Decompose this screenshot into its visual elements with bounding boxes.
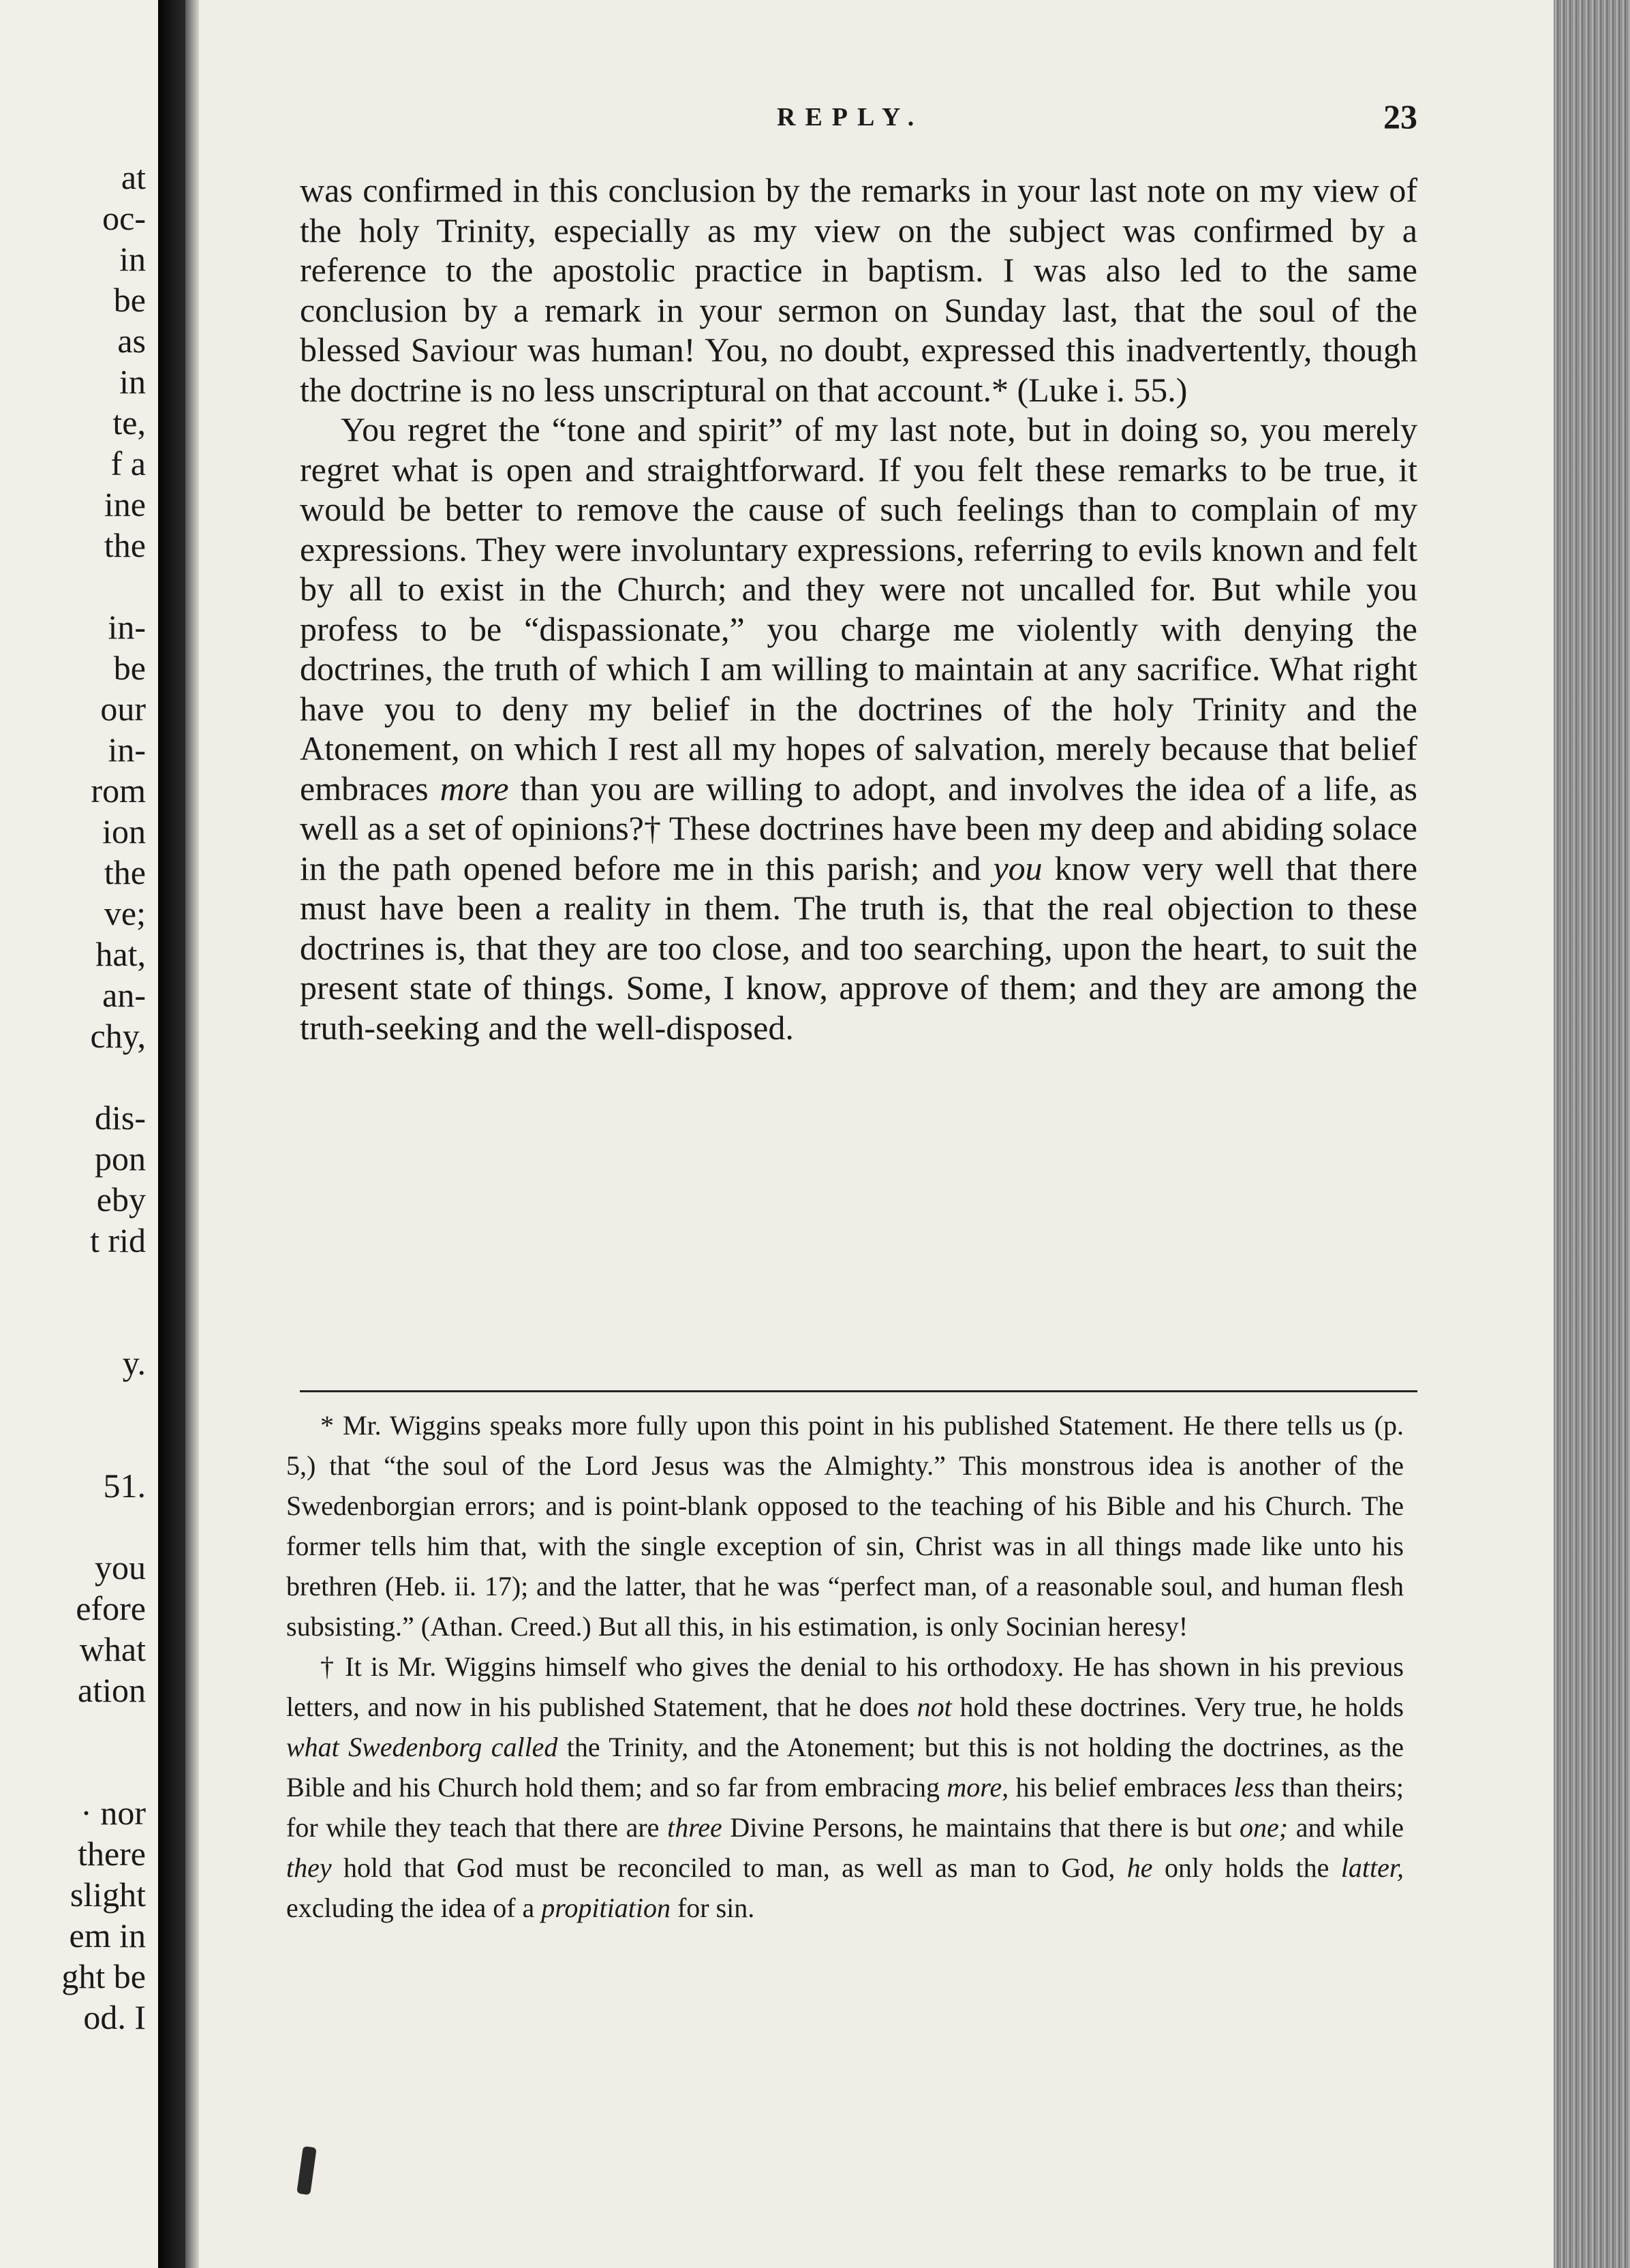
footnotes — [286, 1405, 1404, 1928]
footnote-2-text-f: Divine Persons, he maintains that there is but — [722, 1812, 1240, 1843]
paragraph-2-text-c: know very well that there must have been a reality in them. The truth is, that the real objection to these doctrines is, that they are too close, and too searching, upon the heart, to suit the present state of things. Some, I know, approve of them; and they are among the truth-seeking and the well-disposed. — [300, 848, 1418, 1047]
emphasis-propitiation: propitiation — [541, 1892, 671, 1923]
emphasis-one: one; — [1239, 1812, 1289, 1843]
left-page-fragment — [0, 1383, 158, 1424]
emphasis-latter: latter, — [1340, 1852, 1404, 1883]
left-page-fragment: the — [104, 526, 146, 564]
paragraph-2-text-b: than you are willing to adopt, and involves the idea of a life, as well as a set of opinions?† These doctrines have been my deep and abiding solace in the path opened before me in this parish; and — [300, 769, 1417, 887]
emphasis-more: more — [440, 769, 509, 808]
left-page-fragment: dis- — [95, 1099, 146, 1137]
gutter-shadow — [185, 0, 199, 2268]
page-number: 23 — [1383, 97, 1417, 136]
left-page-fragment: in- — [108, 608, 146, 646]
footnote-2-text-e: than theirs; for while they teach that there are — [286, 1772, 1404, 1843]
left-facing-page — [0, 0, 158, 2268]
emphasis-what-swedenborg-called: what Swedenborg called — [286, 1732, 558, 1762]
emphasis-they: they — [286, 1852, 332, 1883]
footnote-2-text-c: the Trinity, and the Atonement; but this is not holding the doctrines, as the Bible and his Church hold them; and so far from embracing — [286, 1732, 1404, 1803]
paragraph-1 — [300, 170, 1417, 410]
left-page-fragment: ation — [78, 1671, 146, 1709]
left-page-fragment: y. — [122, 1344, 146, 1382]
left-page-fragment: te, — [112, 403, 146, 442]
left-page-fragment: rom — [91, 771, 146, 810]
left-page-fragment — [0, 1711, 158, 1751]
left-page-fragment: 51. — [103, 1467, 146, 1505]
left-page-fragment: efore — [76, 1589, 146, 1627]
footnote-2-text-i: only holds the — [1152, 1852, 1341, 1883]
left-page-fragment — [0, 1424, 158, 1465]
footnote-2-text-h: hold that God must be reconciled to man, as well as man to God, — [331, 1852, 1127, 1883]
left-page-fragment: our — [100, 690, 146, 728]
footnote-2-text-d: his belief embraces — [1009, 1772, 1234, 1803]
left-page-fragment: · nor — [80, 1794, 146, 1832]
left-page-fragment: hat, — [95, 935, 146, 973]
left-page-fragment: as — [117, 322, 146, 360]
left-page-fragment: in — [119, 363, 146, 401]
emphasis-he: he — [1126, 1852, 1153, 1883]
body-text — [300, 170, 1417, 1047]
footnote-2-text-k: for sin. — [670, 1892, 755, 1923]
footnote-1: * Mr. Wiggins speaks more fully upon this point in his published Statement. He there tells us (p. 5,) that “the soul of the Lord Jesus was the Almighty.” This monstrous idea is another of the Swedenborgian errors; and is point-blank opposed to the teaching of his Bible and his Church. The former tells him that, with the single exception of sin, Christ was in all things made like unto his brethren (Heb. ii. 17); and the latter, that he was “perfect man, of a reasonable soul, and human flesh subsisting.” (Athan. Creed.) But all this, in his estimation, is only Socinian heresy! — [286, 1410, 1404, 1642]
left-page-fragment: od. I — [83, 1998, 146, 2036]
left-page-fragment: f a — [110, 444, 146, 482]
left-page-fragment: at — [121, 158, 146, 196]
left-page-fragment: eby — [96, 1180, 146, 1219]
left-page-fragment: in — [119, 240, 146, 278]
left-page-fragment: pon — [95, 1139, 146, 1178]
footnote-2 — [286, 1646, 1404, 1928]
left-page-fragment: be — [113, 649, 146, 687]
left-page-fragment: slight — [70, 1875, 146, 1914]
left-page-fragment: chy, — [90, 1017, 146, 1055]
footnote-2-text-b: hold these doctrines. Very true, he holds — [951, 1691, 1404, 1722]
emphasis-less: less — [1233, 1772, 1275, 1803]
left-page-fragment — [0, 1056, 158, 1097]
paragraph-2 — [300, 410, 1417, 1047]
left-page-fragment: there — [78, 1835, 146, 1873]
left-page-fragment: the — [104, 853, 146, 891]
footnote-2-text-g: and while — [1288, 1812, 1404, 1843]
left-page-fragment: oc- — [102, 199, 146, 237]
emphasis-not: not — [917, 1691, 952, 1722]
emphasis-more-footnote: more, — [947, 1772, 1009, 1803]
footnote-2-text-j: excluding the idea of a — [286, 1892, 542, 1923]
page-edges — [1554, 0, 1630, 2268]
left-page-fragment — [0, 566, 158, 607]
left-page-fragment — [0, 1302, 158, 1343]
footnote-2-text-a: † It is Mr. Wiggins himself who gives the denial to his orthodoxy. He has shown in his previous letters, and now in his published Statement, that he does — [286, 1651, 1404, 1722]
left-page-fragment: ion — [102, 812, 146, 850]
left-page-fragment — [0, 1506, 158, 1547]
left-page-fragment: an- — [102, 976, 146, 1014]
paragraph-2-text-a: You regret the “tone and spirit” of my last note, but in doing so, you merely regret what is open and straightforward. If you felt these remarks to be true, it would be better to remove the cause of such feelings than to complain of my expressions. They were involuntary expressions, referring to evils known and felt by all to exist in the Church; and they were not uncalled for. But while you profess to be “dispassionate,” you charge me violently with denying the doctrines, the truth of which I am willing to maintain at any sacrifice. What right have you to deny my belief in the doctrines of the holy Trinity and the Atonement, on which I rest all my hopes of salvation, merely because that belief embraces — [300, 410, 1417, 808]
left-page-fragment: ve; — [104, 894, 146, 932]
emphasis-three: three — [667, 1812, 722, 1843]
book-gutter — [158, 0, 185, 2268]
left-page-fragment: what — [79, 1630, 146, 1668]
emphasis-you: you — [993, 848, 1043, 887]
page-header — [300, 97, 1417, 150]
left-page-fragment — [0, 1261, 158, 1302]
left-page-fragment — [0, 1751, 158, 1792]
left-page-fragment: em in — [69, 1916, 146, 1955]
left-page-text-fragments — [0, 157, 158, 2038]
left-page-fragment: you — [95, 1548, 146, 1587]
paragraph-1-text: was confirmed in this conclusion by the remarks in your last note on my view of the holy Trinity, especially as my view on the subject was confirmed by a reference to the apostolic practice in baptism. I was also led to the same conclusion by a remark in your sermon on Sunday last, that the soul of the blessed Saviour was human! You, no doubt, expressed this inadvertently, though the doctrine is no less unscriptural on that account.* (Luke i. 55.) — [300, 171, 1417, 409]
left-page-fragment: ght be — [61, 1957, 146, 1995]
left-page-fragment: in- — [108, 731, 146, 769]
left-page-fragment: ine — [104, 485, 146, 523]
left-page-fragment: be — [113, 281, 146, 319]
footnote-rule — [300, 1390, 1417, 1392]
left-page-fragment: t rid — [90, 1221, 146, 1259]
running-head: REPLY. — [777, 103, 924, 132]
